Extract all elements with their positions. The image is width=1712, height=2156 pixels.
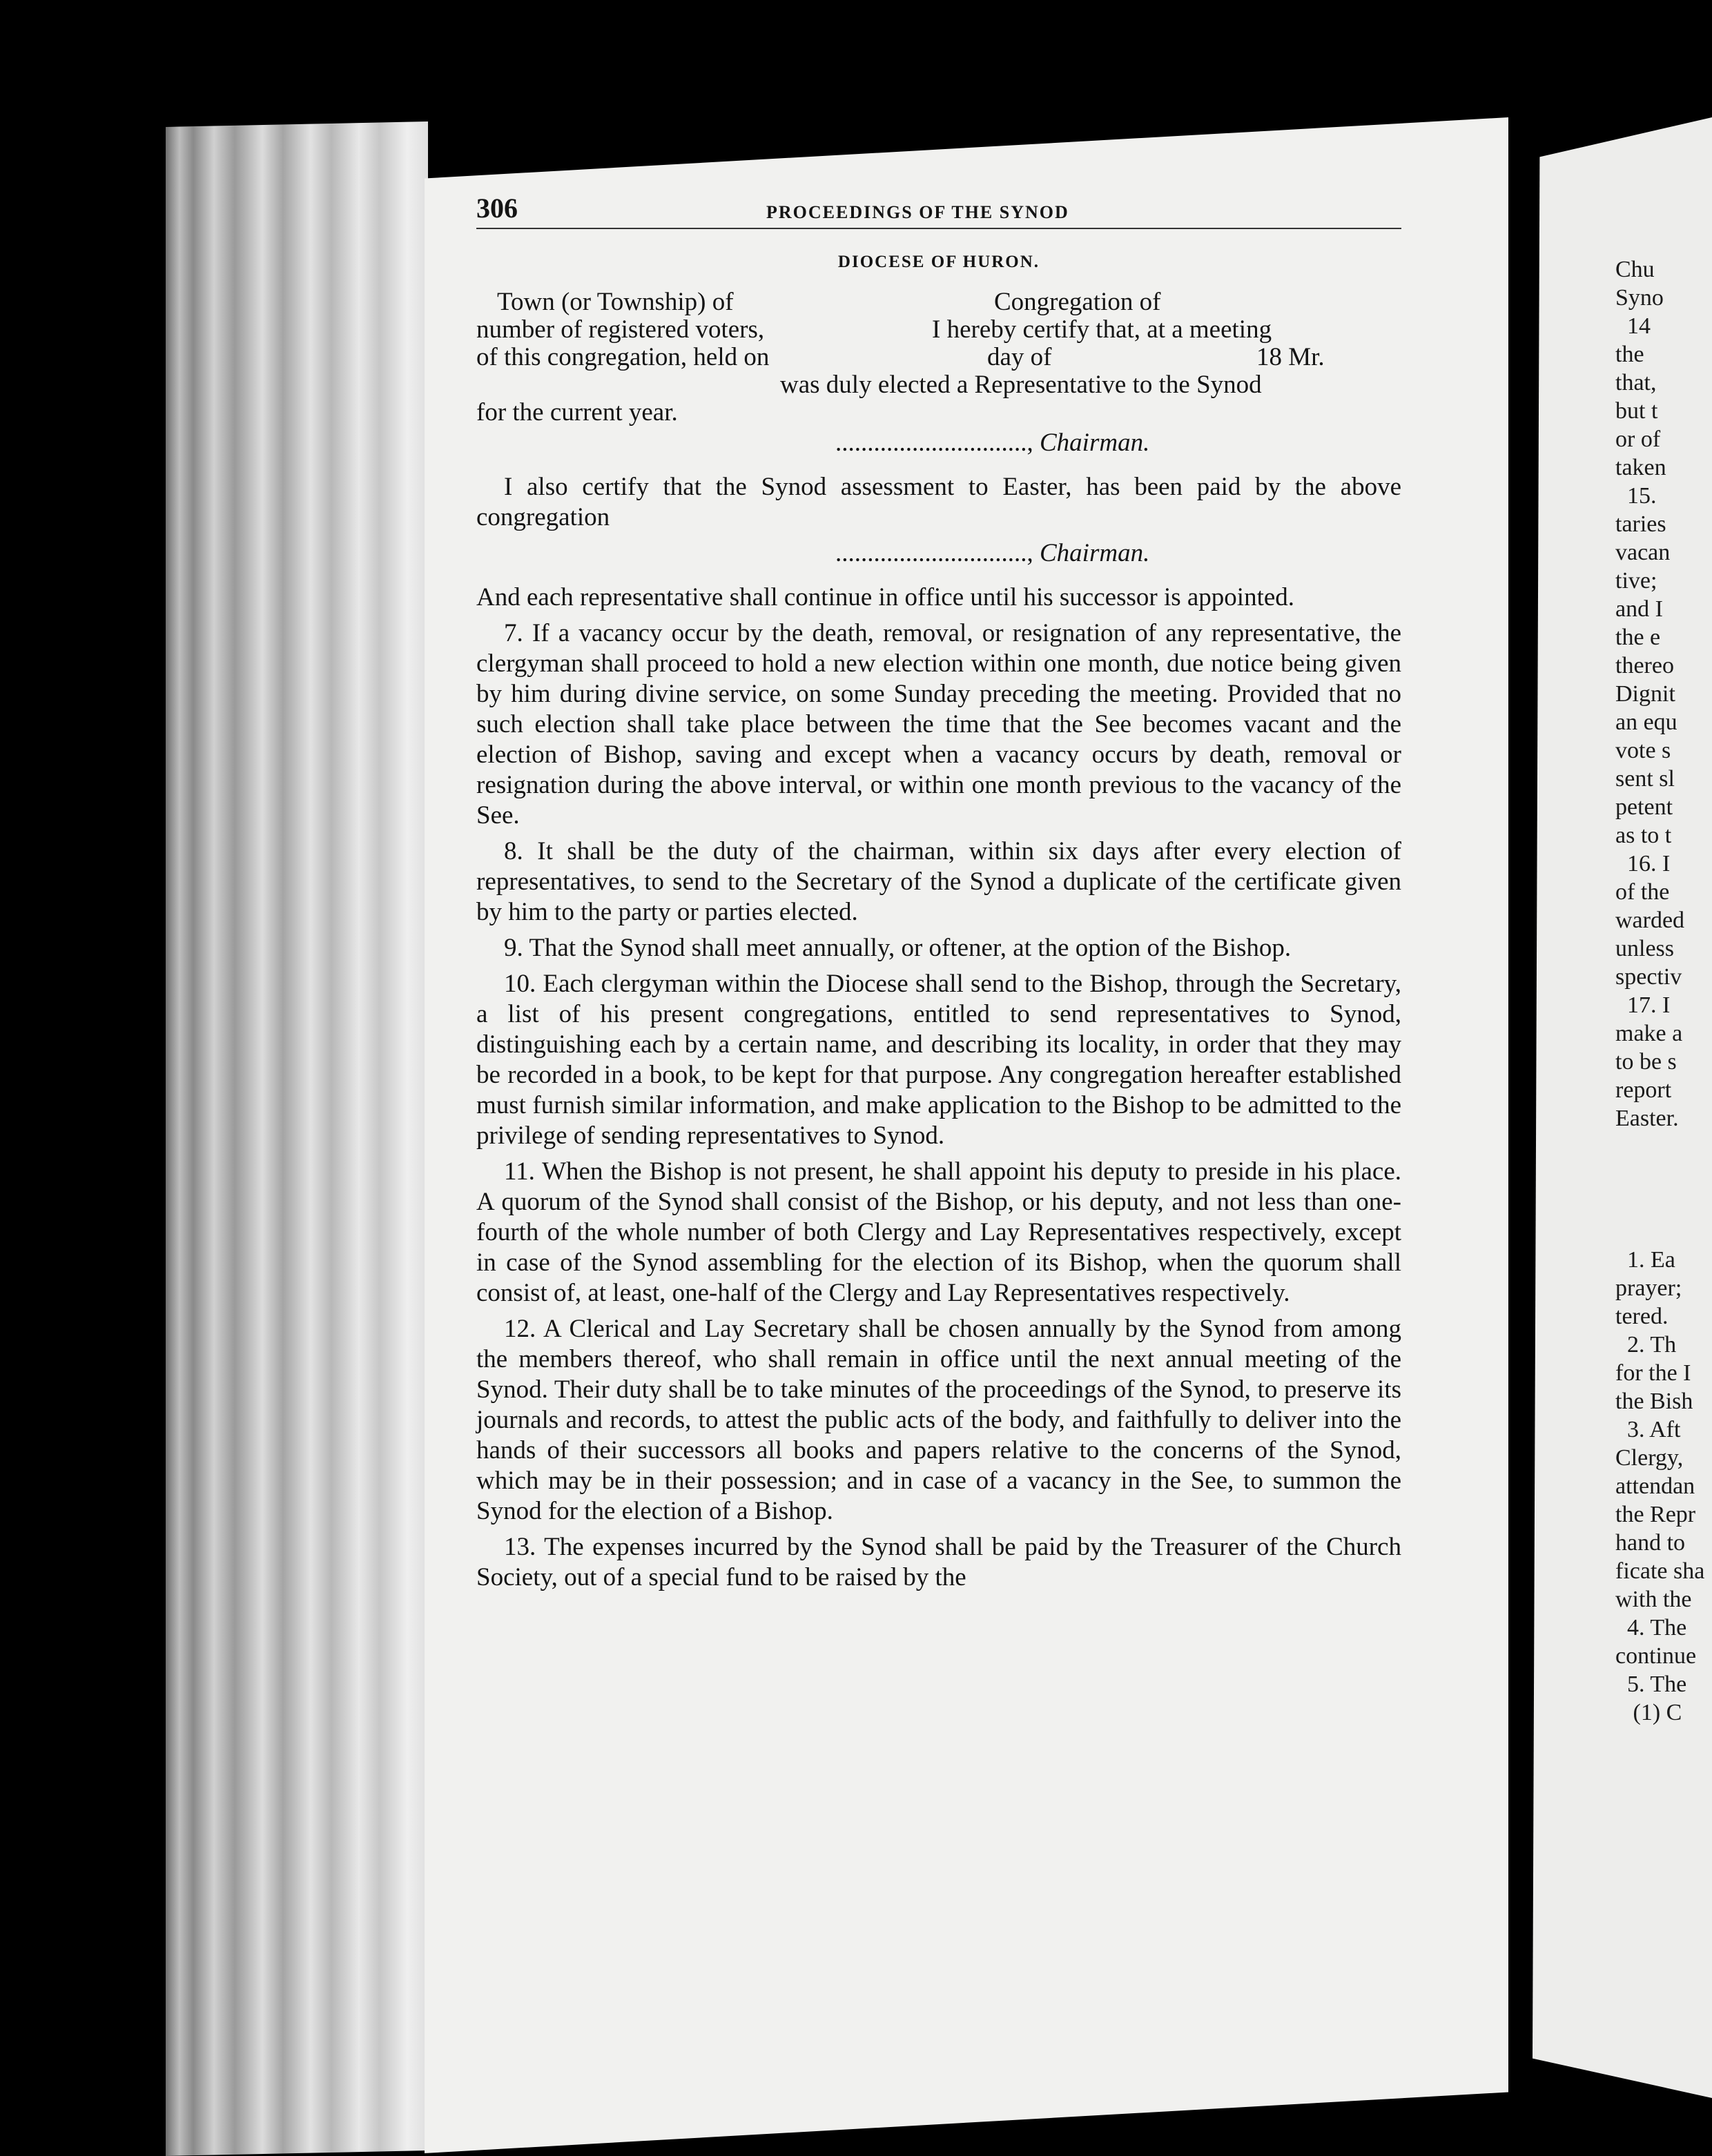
paragraph-13: 13. The expenses incurred by the Synod shall be paid by the Treasurer of the Church Society, out of a special fund to be raised by the — [476, 1533, 1401, 1591]
paragraph-8: 8. It shall be the duty of the chairman, within six days after every election of representatives, to send to the Secretary of the Synod a duplicate of the certificate given by him to the party or parties elected. — [476, 837, 1401, 926]
paragraph-continue-in-office: And each representative shall continue in office until his successor is appointed. — [476, 583, 1295, 611]
form-day-label: day of — [987, 343, 1052, 371]
book-page-edges — [166, 121, 428, 2156]
paragraph-12: 12. A Clerical and Lay Secretary shall be chosen annually by the Synod from among the members thereof, who shall remain in office until the next annual meeting of the Synod. Their duty shall be to take minutes of the proceedings of the Synod, to preserve its journals and records, to attest the public acts of the body, and faithfully to deliver into the hands of their successors all books and papers relative to the concerns of the Synod, which may be in their possession; and in case of a vacancy in the See, to summon the Synod for the election of a Bishop. — [476, 1315, 1401, 1525]
paragraph-10: 10. Each clergyman within the Diocese shall send to the Bishop, through the Secretary, a list of his present congregations, entitled to send representatives to Synod, distinguishing each by a certain name, and describing its locality, in order that they may be recorded in a book, to be kept for that purpose. Any congregation hereafter established must furnish similar information, and make application to the Bishop to be admitted to the privilege of sending representatives to Synod. — [476, 970, 1401, 1150]
form-row-2 — [476, 315, 1401, 342]
running-head-title: PROCEEDINGS OF THE SYNOD — [766, 202, 1069, 222]
form-voters-label: number of registered voters, — [476, 315, 765, 344]
right-page-fragments: Chu Syno 14 the that, but t or of taken 15. taries vacan tive; and I the e thereo Dignit an equ vote s sent sl petent as to t 16. I of the warded unless spectiv 17. I make a to be s report Easter. 1. Ea prayer; tered. 2. Th for the I the Bish 3. Aft Clergy, attendan the Repr hand to ficate sha with the 4. The continue 5. The (1) C — [1615, 257, 1705, 1725]
diocese-heading: DIOCESE OF HURON. — [837, 253, 1040, 271]
paragraph-7: 7. If a vacancy occur by the death, removal, or resignation of any representative, the clergyman shall proceed to hold a new election within one month, due notice being given by him during divine service, on some Sunday preceding the meeting. Provided that no such election shall take place between the time that the See becomes vacant and the election of Bishop, saving and except when a vacancy occurs by death, removal or resignation during the above interval, or within one month previous to the vacancy of the See. — [476, 619, 1401, 830]
form-current-year: for the current year. — [476, 398, 678, 427]
assessment-certification: I also certify that the Synod assessment to Easter, has been paid by the above congregation — [476, 473, 1401, 531]
form-year-label: 18 Mr. — [1256, 343, 1325, 371]
page-number: 306 — [476, 193, 518, 224]
form-row-3 — [476, 342, 1401, 370]
form-town-label: Town (or Township) of — [497, 288, 734, 316]
chairman-label: Chairman. — [1040, 539, 1150, 567]
form-certify-text: I hereby certify that, at a meeting — [932, 315, 1272, 344]
chairman-label: Chairman. — [1040, 429, 1150, 457]
form-held-label: of this congregation, held on — [476, 343, 770, 371]
page-content — [476, 186, 1401, 1598]
chairman-signature-2 — [476, 538, 1401, 569]
paragraph-9: 9. That the Synod shall meet annually, or oftener, at the option of the Bishop. — [504, 934, 1292, 962]
signature-line: .............................., — [835, 539, 1033, 567]
chairman-signature-1 — [476, 428, 1401, 458]
form-row-5 — [476, 398, 1401, 425]
running-head — [476, 186, 1401, 229]
signature-line: .............................., — [835, 429, 1033, 457]
form-elected-text: was duly elected a Representative to the Synod — [780, 371, 1262, 399]
form-congregation-label: Congregation of — [994, 288, 1161, 316]
paragraph-11: 11. When the Bishop is not present, he shall appoint his deputy to preside in his place. A quorum of the Synod shall consist of the Bishop, or his deputy, and not less than one-fourth of the whole number of both Clergy and Lay Representatives respectively, except in case of the Synod assembling for the election of its Bishop, when the quorum shall consist of, at least, one-half of the Clergy and Lay Representatives respectively. — [476, 1157, 1401, 1307]
form-row-4 — [476, 370, 1401, 398]
form-row-1 — [476, 287, 1401, 315]
